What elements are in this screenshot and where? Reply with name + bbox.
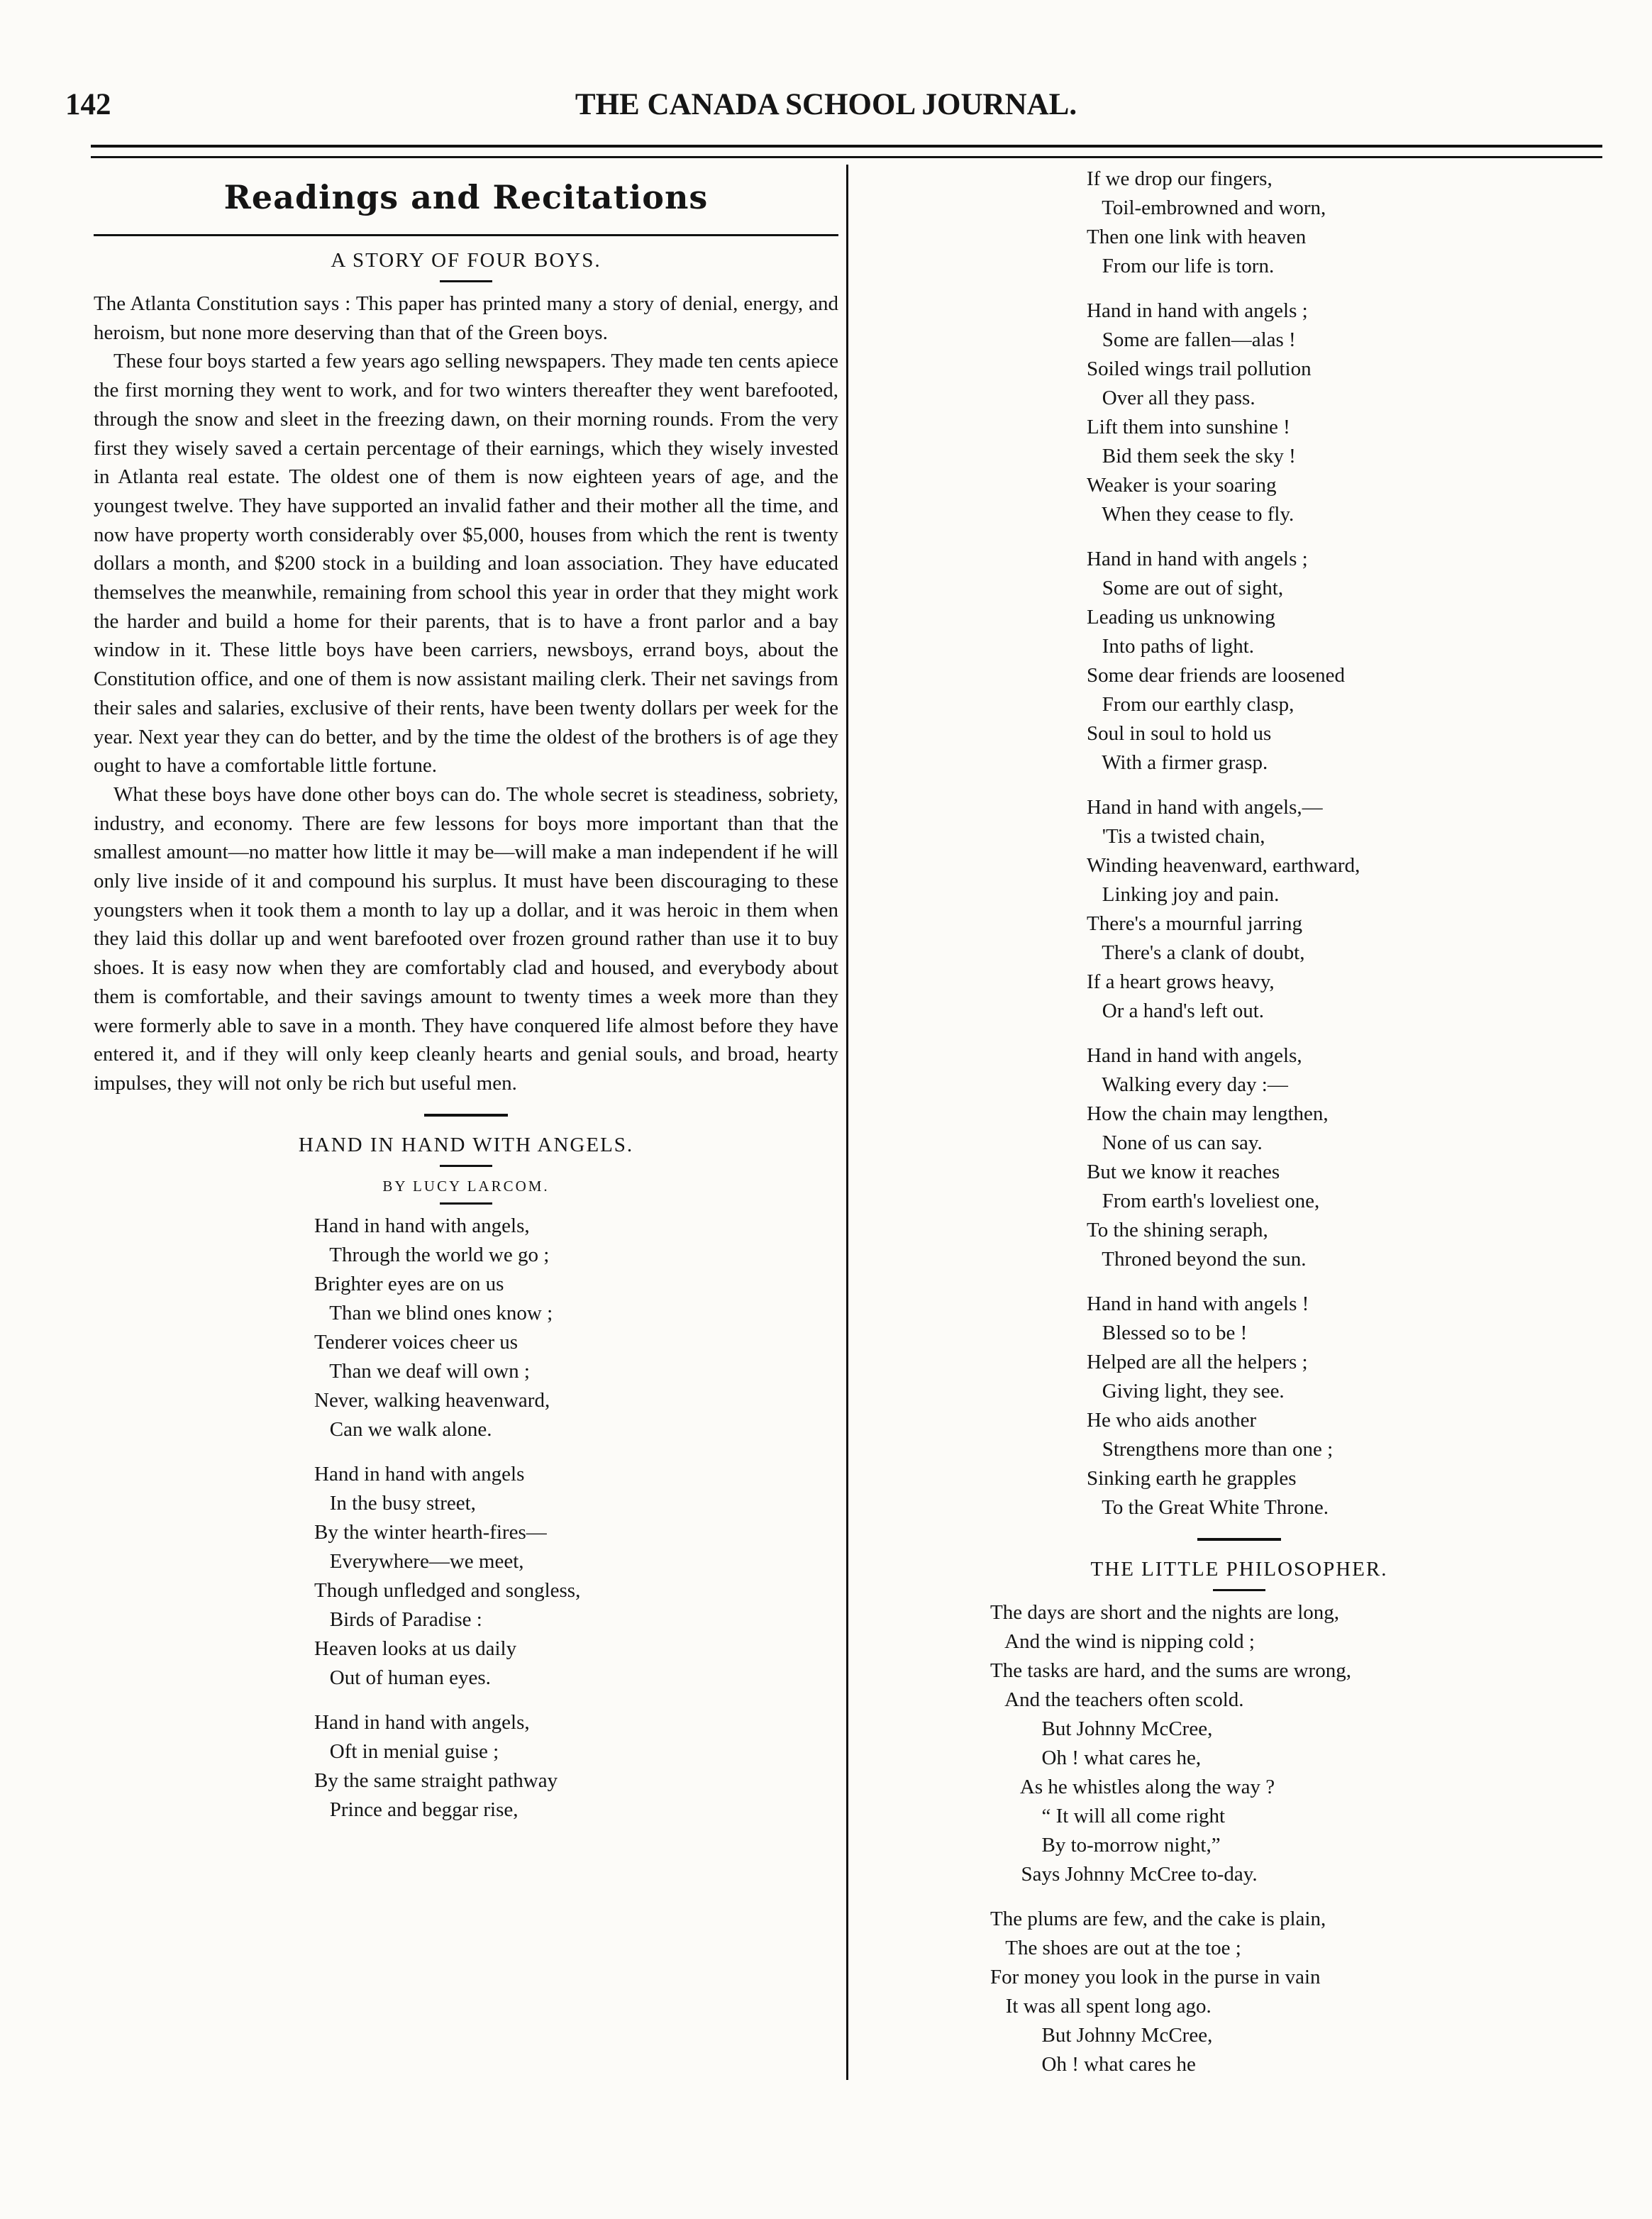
poem-line: For money you look in the purse in vain: [990, 1966, 1321, 1988]
poem-line: Sinking earth he grapples: [1087, 1467, 1297, 1490]
poem-line: Or a hand's left out.: [1087, 1000, 1265, 1022]
poem-line: The days are short and the nights are long,: [990, 1601, 1340, 1624]
poem-line: If we drop our fingers,: [1087, 167, 1273, 190]
story-paragraph: What these boys have done other boys can do. The whole secret is steadiness, sobriety, industry, and economy. There are few lessons for boys more important than that the smallest amount—no matter how little it may be—will make a man independent if he will only live inside of it and compound his surplus. It must have been discouraging to these youngsters when it took them a month to lay up a dollar, and it was heroic in them when they laid this dollar up and went barefooted over frozen ground rather than use it to buy shoes. It is easy now when they are comfortably clad and housed, and everybody about them is comfortable, and their savings amount to twenty times a week more than they were formerly able to save in a month. They have conquered life almost before they have entered it, and if they will only keep cleanly hearts and genial souls, and broad, hearty impulses, they will not only be rich but useful men.: [94, 782, 838, 1095]
poem-line: Giving light, they see.: [1087, 1380, 1285, 1402]
poem-line: In the busy street,: [314, 1491, 476, 1515]
poem-line: Some dear friends are loosened: [1087, 664, 1345, 687]
stanza: [1087, 165, 1604, 281]
poem-line: How the chain may lengthen,: [1087, 1102, 1329, 1125]
poem-line: Hand in hand with angels,: [314, 1214, 530, 1237]
poem-line: Blessed so to be !: [1087, 1322, 1248, 1344]
poem-line: Lift them into sunshine !: [1087, 416, 1290, 438]
angels-poem-right: [1087, 165, 1604, 1522]
philosopher-poem: [990, 1598, 1604, 2079]
poem-line: To the Great White Throne.: [1087, 1496, 1329, 1519]
poem-line: The tasks are hard, and the sums are wrong,: [990, 1659, 1351, 1682]
poem-line: By the winter hearth-fires—: [314, 1520, 547, 1544]
poem-line: Hand in hand with angels,: [314, 1710, 530, 1734]
poem-line: Never, walking heavenward,: [314, 1388, 550, 1412]
poem-line: Strengthens more than one ;: [1087, 1438, 1334, 1461]
poem-line: By to-morrow night,”: [990, 1834, 1221, 1856]
stanza: [1087, 793, 1604, 1026]
byline-rule: [440, 1202, 492, 1205]
poem-line: There's a mournful jarring: [1087, 912, 1302, 935]
poem-line: Leading us unknowing: [1087, 606, 1275, 629]
right-column: [874, 165, 1604, 2095]
poem-line: “ It will all come right: [990, 1805, 1226, 1827]
stanza: [314, 1708, 838, 1825]
poem-line: Says Johnny McCree to-day.: [990, 1863, 1258, 1886]
poem-line: Oft in menial guise ;: [314, 1739, 499, 1763]
poem-line: Winding heavenward, earthward,: [1087, 854, 1360, 877]
story-title: A STORY OF FOUR BOYS.: [331, 249, 602, 272]
poem-line: Hand in hand with angels ;: [1087, 548, 1308, 570]
poem-line: Hand in hand with angels: [314, 1462, 525, 1485]
stanza: [314, 1212, 838, 1444]
poem-line: Through the world we go ;: [314, 1243, 550, 1266]
stanza: [990, 1598, 1604, 1889]
story-paragraph: The Atlanta Constitution says : This paper has printed many a story of denial, energy, and heroism, but none more deserving than that of the Green boys.: [94, 292, 838, 344]
poem-line: If a heart grows heavy,: [1087, 970, 1275, 993]
poem-line: Hand in hand with angels ;: [1087, 299, 1308, 322]
header-rule: [91, 145, 1602, 148]
poem-line: Some are out of sight,: [1087, 577, 1284, 599]
poem-line: Some are fallen—alas !: [1087, 328, 1296, 351]
stanza: [1087, 1041, 1604, 1274]
stanza: [314, 1460, 838, 1693]
poem-line: Oh ! what cares he,: [990, 1747, 1202, 1769]
article-separator: [424, 1114, 508, 1117]
poem-line: Everywhere—we meet,: [314, 1549, 524, 1573]
section-rule: [94, 234, 838, 236]
story-body: [94, 289, 838, 1098]
poem-line: Prince and beggar rise,: [314, 1798, 519, 1821]
poem-line: But Johnny McCree,: [990, 1717, 1213, 1740]
poem-line: To the shining seraph,: [1087, 1219, 1268, 1241]
poem-line: But Johnny McCree,: [990, 2024, 1213, 2047]
poem-line: Linking joy and pain.: [1087, 883, 1280, 906]
poem-line: Can we walk alone.: [314, 1417, 492, 1441]
poem-line: It was all spent long ago.: [990, 1995, 1212, 2018]
poem-line: Toil-embrowned and worn,: [1087, 197, 1326, 219]
poem-line: Bid them seek the sky !: [1087, 445, 1296, 467]
poem-line: As he whistles along the way ?: [990, 1776, 1275, 1798]
poem-line: Weaker is your soaring: [1087, 474, 1277, 497]
poem-line: From our earthly clasp,: [1087, 693, 1295, 716]
title-rule: [440, 280, 492, 282]
poem-line: Hand in hand with angels !: [1087, 1293, 1309, 1315]
poem-line: The shoes are out at the toe ;: [990, 1937, 1241, 1959]
poem-line: Walking every day :—: [1087, 1073, 1288, 1096]
angels-poem-left: [314, 1212, 838, 1825]
article-separator: [1197, 1538, 1281, 1541]
section-heading: Readings and Recitations: [223, 178, 709, 216]
poem-line: But we know it reaches: [1087, 1161, 1280, 1183]
story-paragraph: These four boys started a few years ago selling newspapers. They made ten cents apiece the first morning they went to work, and for two winters thereafter they went barefooted, through the snow and sleet in the freezing dawn, on their morning rounds. From the very first they wisely saved a certain percentage of their earnings, which they wisely invested in Atlanta real estate. The oldest one of them is now eighteen years of age, and the youngest twelve. They have supported an invalid father and their mother all the time, and now have property worth considerably over $5,000, houses from which the rent is twenty dollars a month, and $200 stock in a building and loan association. They have educated themselves the meanwhile, remaining from school this year in order that they might work the harder and build a home for their parents, that is to have a front parlor and a bay window in it. These little boys have been carriers, newsboys, errand boys, about the Constitution office, and one of them is now assistant mailing clerk. Their net savings from their sales and salaries, exclusive of their rents, have been twenty dollars per week for the year. Next year they can do better, and by the time the oldest of the brothers is of age they ought to have a comfortable little fortune.: [94, 350, 838, 778]
poem-line: With a firmer grasp.: [1087, 751, 1268, 774]
poem-line: The plums are few, and the cake is plain,: [990, 1908, 1326, 1930]
stanza: [1087, 297, 1604, 529]
header-rule-secondary: [91, 156, 1602, 158]
poem-line: Out of human eyes.: [314, 1666, 491, 1689]
poem-line: From our life is torn.: [1087, 255, 1275, 277]
poem-line: And the teachers often scold.: [990, 1688, 1244, 1711]
poem-line: Hand in hand with angels,—: [1087, 796, 1323, 819]
poem-line: Into paths of light.: [1087, 635, 1255, 658]
title-rule: [1213, 1589, 1265, 1591]
title-rule: [440, 1165, 492, 1167]
poem-line: Oh ! what cares he: [990, 2053, 1196, 2076]
poem-line: Helped are all the helpers ;: [1087, 1351, 1308, 1373]
poem-line: Over all they pass.: [1087, 387, 1255, 409]
poem-line: 'Tis a twisted chain,: [1087, 825, 1265, 848]
page-header: [0, 84, 1652, 140]
poem-byline: BY LUCY LARCOM.: [382, 1177, 550, 1195]
poem-line: Though unfledged and songless,: [314, 1578, 581, 1602]
poem-line: Heaven looks at us daily: [314, 1637, 517, 1660]
poem-line: There's a clank of doubt,: [1087, 941, 1305, 964]
poem-line: Throned beyond the sun.: [1087, 1248, 1307, 1271]
poem-title: THE LITTLE PHILOSOPHER.: [1090, 1558, 1388, 1581]
poem-title: HAND IN HAND WITH ANGELS.: [298, 1133, 634, 1156]
stanza: [1087, 1290, 1604, 1522]
poem-line: Soiled wings trail pollution: [1087, 358, 1312, 380]
poem-line: When they cease to fly.: [1087, 503, 1295, 526]
poem-line: Than we blind ones know ;: [314, 1301, 553, 1324]
poem-line: And the wind is nipping cold ;: [990, 1630, 1255, 1653]
running-title: THE CANADA SCHOOL JOURNAL.: [575, 88, 1077, 121]
poem-line: Tenderer voices cheer us: [314, 1330, 519, 1354]
poem-line: He who aids another: [1087, 1409, 1257, 1432]
stanza: [1087, 545, 1604, 778]
poem-line: Than we deaf will own ;: [314, 1359, 530, 1383]
poem-line: Brighter eyes are on us: [314, 1272, 504, 1295]
poem-line: Birds of Paradise :: [314, 1607, 482, 1631]
page-number: 142: [65, 88, 111, 121]
poem-line: Hand in hand with angels,: [1087, 1044, 1302, 1067]
poem-line: None of us can say.: [1087, 1131, 1263, 1154]
poem-line: Soul in soul to hold us: [1087, 722, 1272, 745]
left-column: [94, 165, 838, 1840]
poem-line: By the same straight pathway: [314, 1769, 558, 1792]
stanza: [990, 1905, 1604, 2079]
poem-line: From earth's loveliest one,: [1087, 1190, 1320, 1212]
column-divider: [846, 165, 848, 2080]
poem-line: Then one link with heaven: [1087, 226, 1307, 248]
